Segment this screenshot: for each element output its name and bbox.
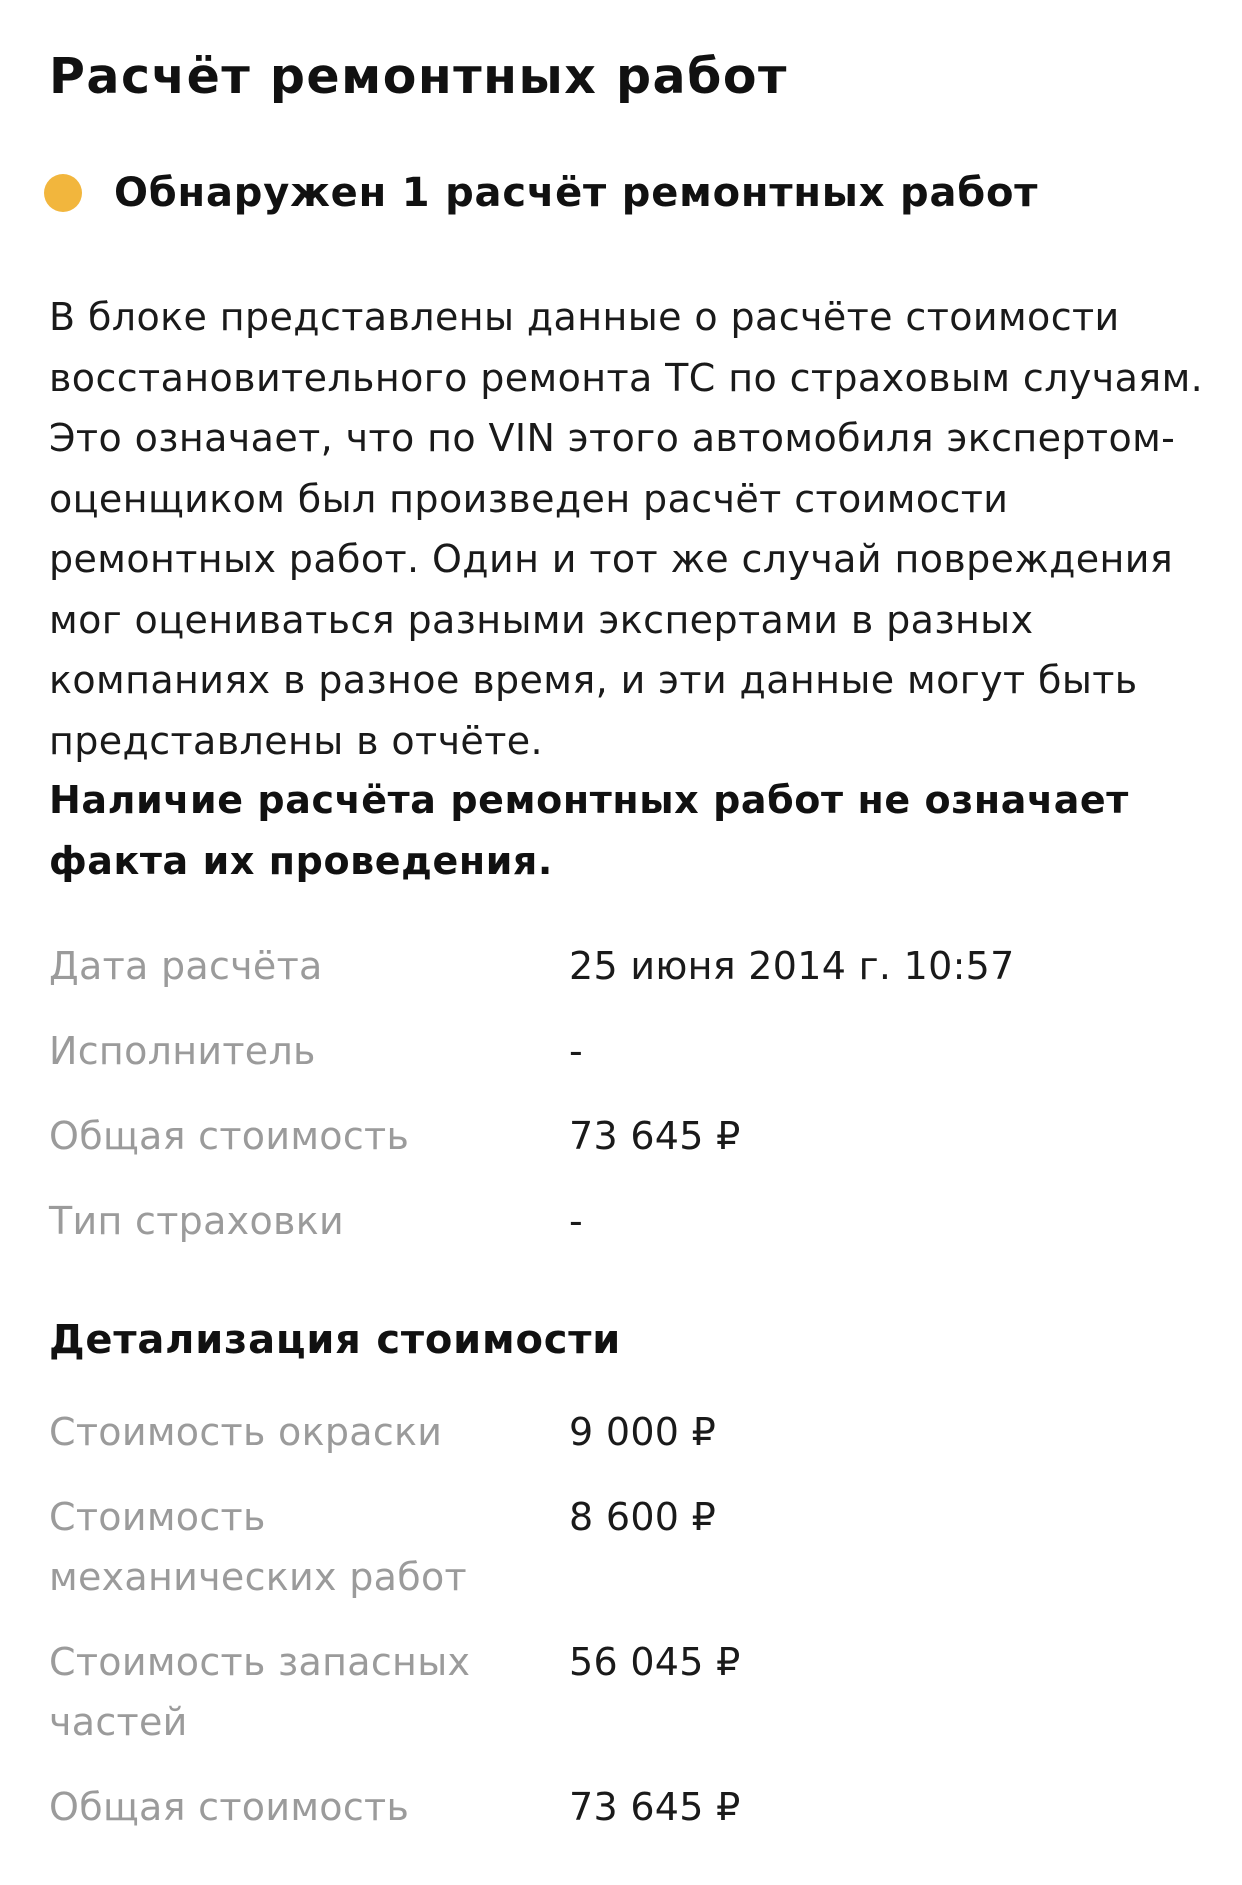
detail-value: 8 600 ₽ bbox=[569, 1495, 717, 1539]
info-value: - bbox=[569, 1199, 584, 1243]
info-label: Исполнитель bbox=[49, 1029, 316, 1073]
description-text: В блоке представлены данные о расчёте стоимости восстановительного ремонта ТС по страховым случаям. Это означает, что по VIN этого автомобиля экспертом-оценщиком был произведен расчёт стоимости ремонтных работ. Один и тот же случай повреждения мог оцениваться разными экспертами в разных компаниях в разное время, и эти данные могут быть представлены в отчёте. bbox=[49, 295, 1204, 763]
disclaimer-note: Наличие расчёта ремонтных работ не означает факта их проведения. bbox=[49, 778, 1129, 883]
detail-row-total bbox=[49, 1777, 1193, 1862]
info-row-date bbox=[49, 936, 1193, 1021]
cost-details-title: Детализация стоимости bbox=[49, 1317, 622, 1363]
info-label: Дата расчёта bbox=[49, 944, 323, 988]
calculation-info-table bbox=[49, 936, 1193, 1276]
info-label: Общая стоимость bbox=[49, 1114, 410, 1158]
status-row bbox=[44, 160, 1038, 226]
detail-label: Стоимость запасных частей bbox=[49, 1640, 471, 1744]
detail-label: Стоимость механических работ bbox=[49, 1495, 467, 1599]
info-value: - bbox=[569, 1029, 584, 1073]
info-value: 73 645 ₽ bbox=[569, 1114, 741, 1158]
info-row-executor bbox=[49, 1021, 1193, 1106]
info-value: 25 июня 2014 г. 10:57 bbox=[569, 944, 1015, 988]
info-row-insurance-type bbox=[49, 1191, 1193, 1276]
detail-label: Общая стоимость bbox=[49, 1785, 410, 1829]
detail-row-painting bbox=[49, 1402, 1193, 1487]
page-title: Расчёт ремонтных работ bbox=[49, 48, 788, 105]
detail-value: 73 645 ₽ bbox=[569, 1785, 741, 1829]
status-dot-icon bbox=[44, 174, 82, 212]
cost-details-table bbox=[49, 1402, 1193, 1862]
info-row-total-cost bbox=[49, 1106, 1193, 1191]
detail-value: 9 000 ₽ bbox=[569, 1410, 717, 1454]
detail-label: Стоимость окраски bbox=[49, 1410, 443, 1454]
detail-row-spare-parts bbox=[49, 1632, 1193, 1777]
detail-value: 56 045 ₽ bbox=[569, 1640, 741, 1684]
info-label: Тип страховки bbox=[49, 1199, 344, 1243]
status-text: Обнаружен 1 расчёт ремонтных работ bbox=[114, 170, 1039, 216]
detail-row-mechanical bbox=[49, 1487, 1193, 1632]
